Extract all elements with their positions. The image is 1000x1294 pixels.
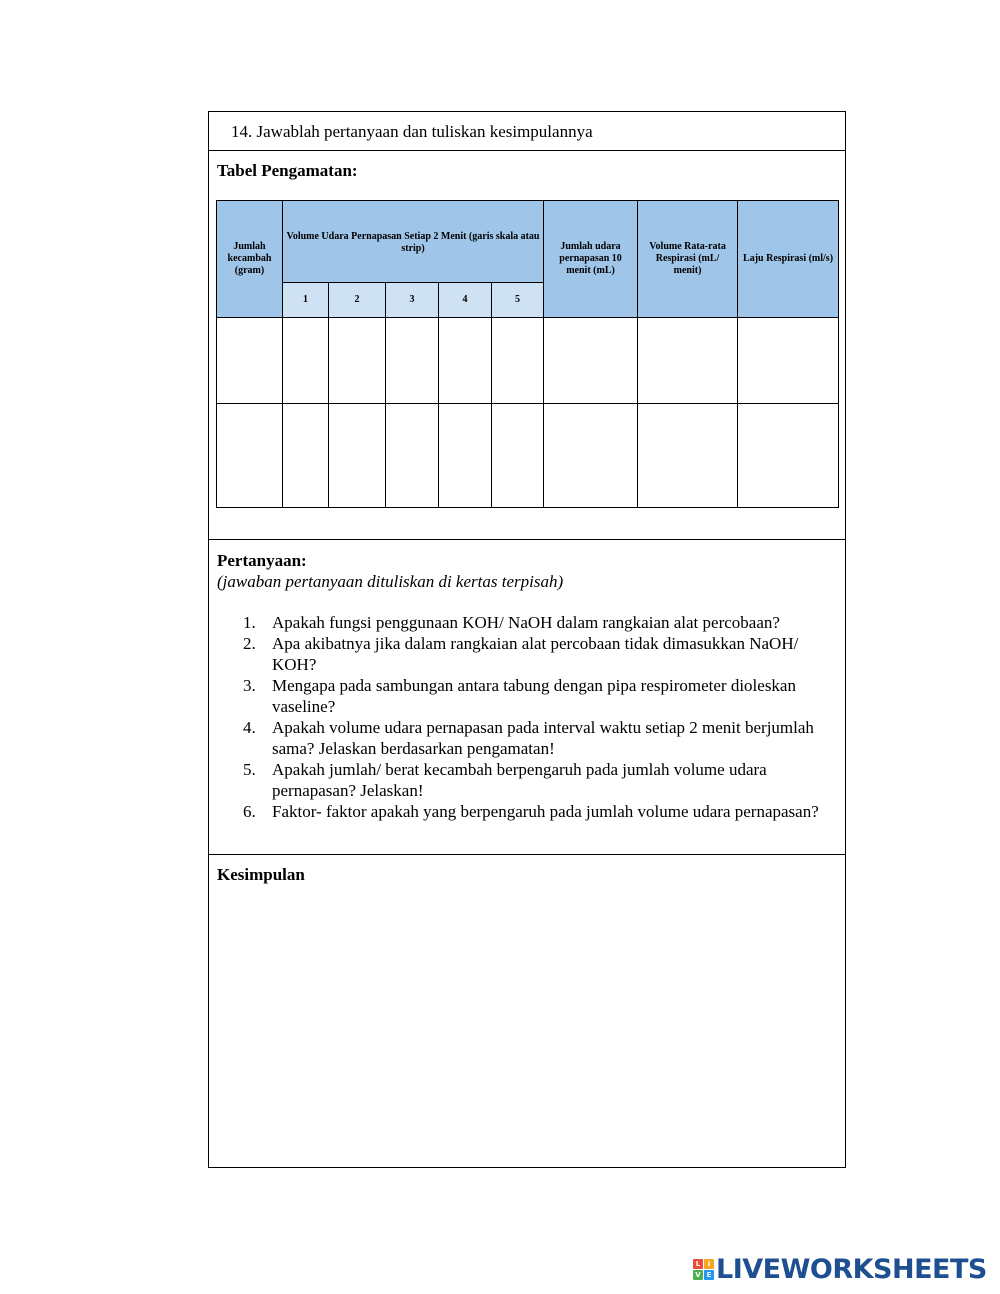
liveworksheets-logo[interactable] xyxy=(693,1254,987,1284)
list-item xyxy=(231,759,831,801)
question-number: 1. xyxy=(243,613,256,632)
answer-cell[interactable] xyxy=(283,318,329,404)
header-interval-4: 4 xyxy=(439,283,492,318)
header-interval-2: 2 xyxy=(329,283,386,318)
question-text: Apa akibatnya jika dalam rangkaian alat percobaan tidak dimasukkan NaOH/ KOH? xyxy=(272,634,799,674)
conclusion-section[interactable] xyxy=(209,855,845,1167)
answer-cell[interactable] xyxy=(544,318,638,404)
list-item xyxy=(231,675,831,717)
logo-letter: I xyxy=(704,1259,714,1269)
answer-cell[interactable] xyxy=(329,318,386,404)
table-row xyxy=(217,318,839,404)
answer-cell[interactable] xyxy=(329,404,386,508)
list-item xyxy=(231,612,831,633)
header-laju-respirasi: Laju Respirasi (ml/s) xyxy=(738,201,839,318)
answer-cell[interactable] xyxy=(638,404,738,508)
header-jumlah-udara: Jumlah udara pernapasan 10 menit (mL) xyxy=(544,201,638,318)
header-interval-5: 5 xyxy=(492,283,544,318)
table-row xyxy=(217,404,839,508)
answer-cell[interactable] xyxy=(738,318,839,404)
answer-cell[interactable] xyxy=(217,404,283,508)
brand-name: LIVEWORKSHEETS xyxy=(716,1253,987,1285)
observation-section xyxy=(209,151,845,540)
questions-title: Pertanyaan: xyxy=(217,551,307,570)
answer-cell[interactable] xyxy=(386,404,439,508)
question-text: Apakah fungsi penggunaan KOH/ NaOH dalam rangkaian alat percobaan? xyxy=(272,613,780,632)
logo-letter: E xyxy=(704,1270,714,1280)
answer-cell[interactable] xyxy=(492,404,544,508)
answer-cell[interactable] xyxy=(638,318,738,404)
question-number: 5. xyxy=(243,760,256,779)
logo-letter: V xyxy=(693,1270,703,1280)
question-text: Faktor- faktor apakah yang berpengaruh pada jumlah volume udara pernapasan? xyxy=(272,802,819,821)
instruction-text: 14. Jawablah pertanyaan dan tuliskan kesimpulannya xyxy=(231,122,593,141)
answer-cell[interactable] xyxy=(492,318,544,404)
question-number: 4. xyxy=(243,718,256,737)
observation-title: Tabel Pengamatan: xyxy=(217,161,358,180)
question-number: 6. xyxy=(243,802,256,821)
list-item xyxy=(231,633,831,675)
conclusion-title: Kesimpulan xyxy=(217,865,305,884)
question-text: Mengapa pada sambungan antara tabung dengan pipa respirometer dioleskan vaseline? xyxy=(272,676,796,716)
questions-list xyxy=(231,612,831,822)
question-text: Apakah jumlah/ berat kecambah berpengaruh pada jumlah volume udara pernapasan? Jelaskan! xyxy=(272,760,767,800)
logo-letter: L xyxy=(693,1259,703,1269)
answer-cell[interactable] xyxy=(283,404,329,508)
observation-table xyxy=(216,200,839,508)
answer-cell[interactable] xyxy=(386,318,439,404)
answer-cell[interactable] xyxy=(544,404,638,508)
instruction-row xyxy=(209,112,845,151)
header-interval-1: 1 xyxy=(283,283,329,318)
worksheet-frame xyxy=(208,111,846,1168)
question-number: 2. xyxy=(243,634,256,653)
question-text: Apakah volume udara pernapasan pada interval waktu setiap 2 menit berjumlah sama? Jelaskan berdasarkan pengamatan! xyxy=(272,718,814,758)
header-jumlah-kecambah: Jumlah kecambah (gram) xyxy=(217,201,283,318)
liveworksheets-logo-icon xyxy=(693,1259,714,1280)
list-item xyxy=(231,717,831,759)
question-number: 3. xyxy=(243,676,256,695)
answer-cell[interactable] xyxy=(439,404,492,508)
answer-cell[interactable] xyxy=(217,318,283,404)
answer-cell[interactable] xyxy=(439,318,492,404)
questions-note: (jawaban pertanyaan dituliskan di kertas terpisah) xyxy=(217,572,564,591)
questions-section xyxy=(209,540,845,855)
answer-cell[interactable] xyxy=(738,404,839,508)
list-item xyxy=(231,801,831,822)
header-volume-rata: Volume Rata-rata Respirasi (mL/ menit) xyxy=(638,201,738,318)
header-volume-udara: Volume Udara Pernapasan Setiap 2 Menit (garis skala atau strip) xyxy=(283,201,544,283)
header-interval-3: 3 xyxy=(386,283,439,318)
